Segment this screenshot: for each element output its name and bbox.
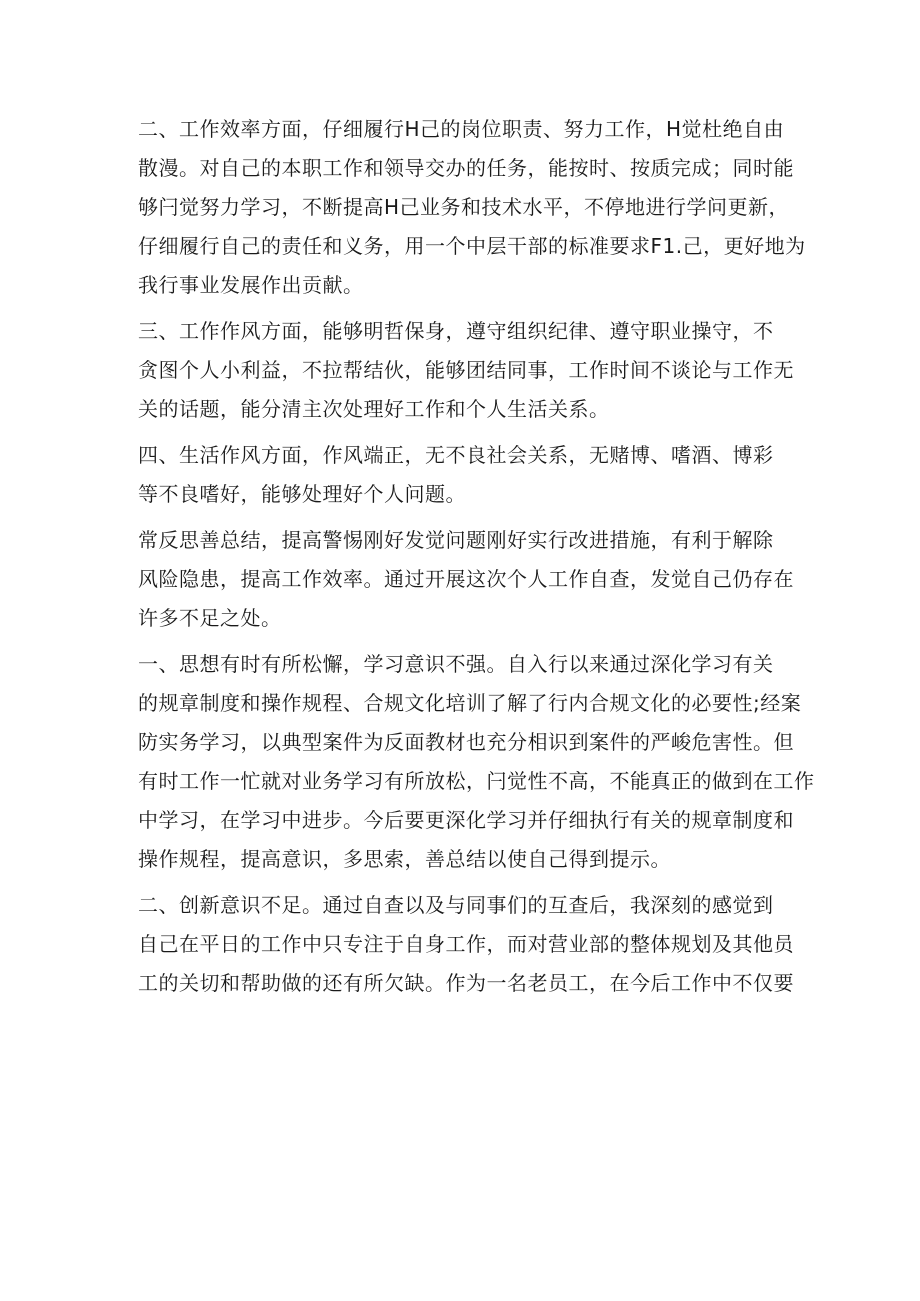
text-line: 常反思善总结，提高警惕刚好发觉问题刚好实行改进措施，有利于解除 bbox=[138, 528, 774, 552]
paragraph-work-style bbox=[138, 312, 794, 429]
text-line: 风险隐患，提高工作效率。通过开展这次个人工作自查，发觉自己仍存在 bbox=[138, 567, 794, 591]
paragraph-reflection bbox=[138, 521, 794, 638]
text-line: 够闩觉努力学习，不断提高H己业务和技术水平，不停地进行学问更新， bbox=[138, 195, 790, 219]
text-line: 二、创新意识不足。通过自查以及与同事们的互查后，我深刻的感觉到 bbox=[138, 893, 774, 917]
paragraph-spacer bbox=[138, 514, 786, 521]
text-line: 三、工作作风方面，能够明哲保身，遵守组织纪律、遵守职业操守，不 bbox=[138, 319, 774, 343]
text-line: 仔细履行自己的责任和义务，用一个中层干部的标准要求F1.己，更好地为 bbox=[138, 234, 806, 258]
text-line: 的规章制度和操作规程、合规文化培训了解了行内合规文化的必要性;经案 bbox=[138, 691, 802, 715]
text-line: 许多不足之处。 bbox=[138, 606, 282, 630]
text-line: 防实务学习，以典型案件为反面教材也充分相识到案件的严峻危害性。但 bbox=[138, 730, 794, 754]
text-line: 自己在平日的工作中只专注于自身工作，而对营业部的整体规划及其他员 bbox=[138, 932, 794, 956]
text-line: 我行事业发展作出贡献。 bbox=[138, 273, 364, 297]
text-line: 关的话题，能分清主次处理好工作和个人生活关系。 bbox=[138, 397, 610, 421]
paragraph-spacer bbox=[138, 638, 786, 645]
text-line: 有时工作一忙就对业务学习有所放松，闩觉性不高，不能真正的做到在工作 bbox=[138, 769, 815, 793]
text-line: 一、思想有时有所松懈，学习意识不强。自入行以来通过深化学习有关 bbox=[138, 652, 774, 676]
document-body bbox=[138, 110, 815, 1003]
paragraph-spacer bbox=[138, 879, 786, 886]
text-line: 二、工作效率方面，仔细履行H己的岗位职责、努力工作，H觉杜绝自由 bbox=[138, 117, 785, 141]
text-line: 操作规程，提高意识，多思索，善总结以使自己得到提示。 bbox=[138, 847, 671, 871]
paragraph-thinking bbox=[138, 645, 815, 879]
paragraph-work-efficiency bbox=[138, 110, 806, 305]
text-line: 中学习，在学习中进步。今后要更深化学习并仔细执行有关的规章制度和 bbox=[138, 808, 794, 832]
text-line: 等不良嗜好，能够处理好个人问题。 bbox=[138, 482, 466, 506]
paragraph-spacer bbox=[138, 305, 786, 312]
text-line: 散漫。对自己的本职工作和领导交办的任务，能按时、按质完成；同时能 bbox=[138, 156, 794, 180]
paragraph-innovation bbox=[138, 886, 794, 1003]
text-line: 工的关切和帮助做的还有所欠缺。作为一名老员工，在今后工作中不仅要 bbox=[138, 971, 794, 995]
text-line: 贪图个人小利益，不拉帮结伙，能够团结同事，工作时间不谈论与工作无 bbox=[138, 358, 794, 382]
paragraph-life-style bbox=[138, 436, 786, 514]
text-line: 四、生活作风方面，作风端正，无不良社会关系，无赌博、嗜酒、博彩 bbox=[138, 443, 774, 467]
paragraph-spacer bbox=[138, 429, 786, 436]
